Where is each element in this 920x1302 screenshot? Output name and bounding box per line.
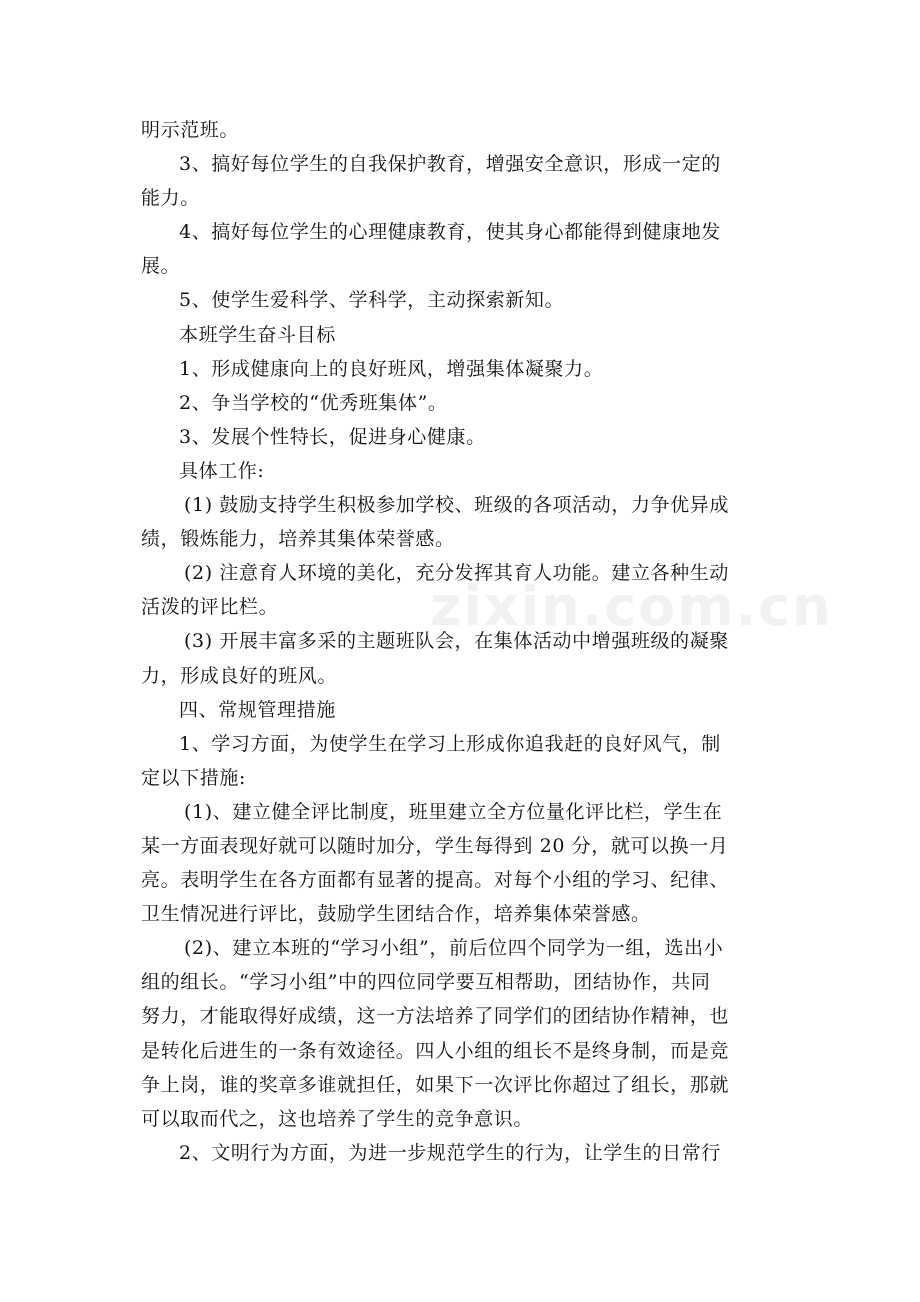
text-line: 展。	[141, 255, 181, 278]
text-line: (1)、建立健全评比制度，班里建立全方位量化评比栏，学生在	[184, 800, 723, 823]
text-line: 亮。表明学生在各方面都有显著的提高。对每个小组的学习、纪律、	[141, 869, 730, 892]
text-line: 争上岗，谁的奖章多谁就担任，如果下一次评比你超过了组长，那就	[141, 1073, 730, 1096]
text-line: (2) 注意育人环境的美化，充分发挥其育人功能。建立各种生动	[184, 562, 729, 585]
text-line: 努力，才能取得好成绩，这一方法培养了同学们的团结协作精神，也	[141, 1005, 730, 1028]
text-line: 明示范班。	[141, 119, 240, 141]
text-line: 1、学习方面，为使学生在学习上形成你追我赶的良好风气，制	[179, 732, 721, 755]
section-heading: 具体工作:	[179, 459, 265, 482]
text-line: 3、搞好每位学生的自我保护教育，增强安全意识，形成一定的	[179, 153, 721, 176]
text-line: 活泼的评比栏。	[141, 596, 279, 619]
text-line: 5、使学生爱科学、学科学，主动探索新知。	[179, 289, 565, 312]
text-line: 能力。	[141, 187, 200, 210]
text-line: 4、搞好每位学生的心理健康教育，使其身心都能得到健康地发	[179, 221, 721, 244]
section-heading: 本班学生奋斗目标	[179, 323, 336, 346]
text-line: 力，形成良好的班风。	[141, 664, 338, 687]
watermark: zixin.com.cn	[430, 575, 833, 638]
text-line: 绩，锻炼能力，培养其集体荣誉感。	[141, 528, 455, 551]
document-body	[141, 113, 781, 1170]
text-line: (3) 开展丰富多采的主题班队会，在集体活动中增强班级的凝聚	[184, 630, 729, 653]
text-line: 卫生情况进行评比，鼓励学生团结合作，培养集体荣誉感。	[141, 903, 651, 926]
section-heading: 四、常规管理措施	[179, 698, 336, 721]
text-line: 3、发展个性特长，促进身心健康。	[179, 425, 486, 448]
text-line: 1、形成健康向上的良好班风，增强集体凝聚力。	[179, 357, 604, 380]
text-line: 是转化后进生的一条有效途径。四人小组的组长不是终身制，而是竞	[141, 1039, 730, 1062]
text-line: 可以取而代之，这也培养了学生的竞争意识。	[141, 1107, 534, 1130]
text-line: (2)、建立本班的“学习小组”，前后位四个同学为一组，选出小	[184, 937, 724, 960]
text-line: 定以下措施:	[141, 766, 247, 789]
text-line: 组的组长。“学习小组”中的四位同学要互相帮助，团结协作，共同	[141, 971, 711, 994]
text-line: 2、文明行为方面，为进一步规范学生的行为，让学生的日常行	[179, 1141, 721, 1164]
text-line: 某一方面表现好就可以随时加分，学生每得到 20 分，就可以换一月	[141, 834, 729, 857]
text-line: 2、争当学校的“优秀班集体”。	[179, 391, 448, 414]
text-line: (1) 鼓励支持学生积极参加学校、班级的各项活动，力争优异成	[184, 494, 729, 517]
